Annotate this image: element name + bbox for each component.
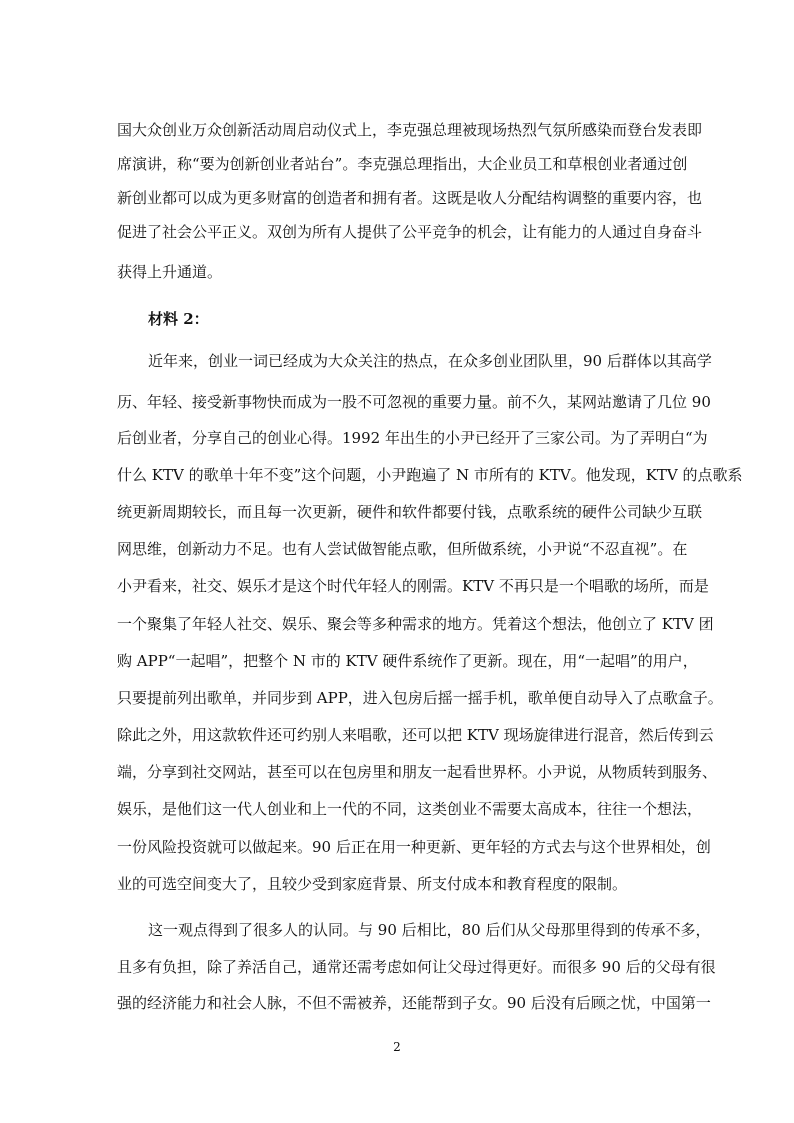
text-line: 小尹看来，社交、娱乐才是这个时代年轻人的刚需。KTV 不再只是一个唱歌的场所，而是	[117, 577, 709, 595]
text-line: 这一观点得到了很多人的认同。与 90 后相比，80 后们从父母那里得到的传承不多，	[148, 921, 711, 939]
text-line: 网思维，创新动力不足。也有人尝试做智能点歌，但所做系统，小尹说“不忍直视”。在	[117, 540, 688, 558]
text-line: 端，分享到社交网站，甚至可以在包房里和朋友一起看世界杯。小尹说，从物质转到服务、	[117, 763, 718, 781]
text-line: 只要提前列出歌单，并同步到 APP，进入包房后摇一摇手机，歌单便自动导入了点歌盒子。	[117, 689, 723, 707]
text-line: 且多有负担，除了养活自己，通常还需考虑如何让父母过得更好。而很多 90 后的父母有很	[117, 958, 716, 976]
text-line: 除此之外，用这款软件还可约别人来唱歌，还可以把 KTV 现场旋律进行混音，然后传到云	[117, 726, 714, 744]
text-line: 促进了社会公平正义。双创为所有人提供了公平竞争的机会，让有能力的人通过自身奋斗	[117, 223, 703, 241]
text-line: 统更新周期较长，而且每一次更新，硬件和软件都要付钱，点歌系统的硬件公司缺少互联	[117, 503, 703, 521]
text-line: 购 APP“一起唱”，把整个 N 市的 KTV 硬件系统作了更新。现在，用“一起唱”的用户，	[117, 652, 698, 670]
text-line: 后创业者，分享自己的创业心得。1992 年出生的小尹已经开了三家公司。为了弄明白“为	[117, 429, 708, 447]
text-line: 获得上升通道。	[117, 263, 223, 281]
text-line: 娱乐，是他们这一代人创业和上一代的不同，这类创业不需要太高成本，往往一个想法，	[117, 800, 703, 818]
text-line: 一个聚集了年轻人社交、娱乐、聚会等多种需求的地方。凭着这个想法，他创立了 KTV 团	[117, 615, 714, 633]
page-number: 2	[393, 1040, 401, 1054]
text-line: 席演讲，称“要为创新创业者站台”。李克强总理指出，大企业员工和草根创业者通过创	[117, 155, 688, 173]
text-line: 历、年轻、接受新事物快而成为一股不可忽视的重要力量。前不久，某网站邀请了几位 90	[117, 393, 711, 411]
text-line: 什么 KTV 的歌单十年不变”这个问题，小尹跑遍了 N 市所有的 KTV。他发现，KTV 的点歌系	[117, 466, 743, 484]
text-line: 一份风险投资就可以做起来。90 后正在用一种更新、更年轻的方式去与这个世界相处，创	[117, 838, 711, 856]
text-line: 新创业都可以成为更多财富的创造者和拥有者。这既是收人分配结构调整的重要内容，也	[117, 189, 703, 207]
text-line: 业的可选空间变大了，且较少受到家庭背景、所支付成本和教育程度的限制。	[117, 875, 628, 893]
text-line: 强的经济能力和社会人脉，不但不需被养，还能帮到子女。90 后没有后顾之忧，中国第一	[117, 994, 711, 1012]
section-heading: 材料 2：	[148, 310, 209, 328]
text-line: 国大众创业万众创新活动周启动仪式上，李克强总理被现场热烈气氛所感染而登台发表即	[117, 121, 703, 139]
text-line: 近年来，创业一词已经成为大众关注的热点，在众多创业团队里，90 后群体以其高学	[148, 352, 712, 370]
